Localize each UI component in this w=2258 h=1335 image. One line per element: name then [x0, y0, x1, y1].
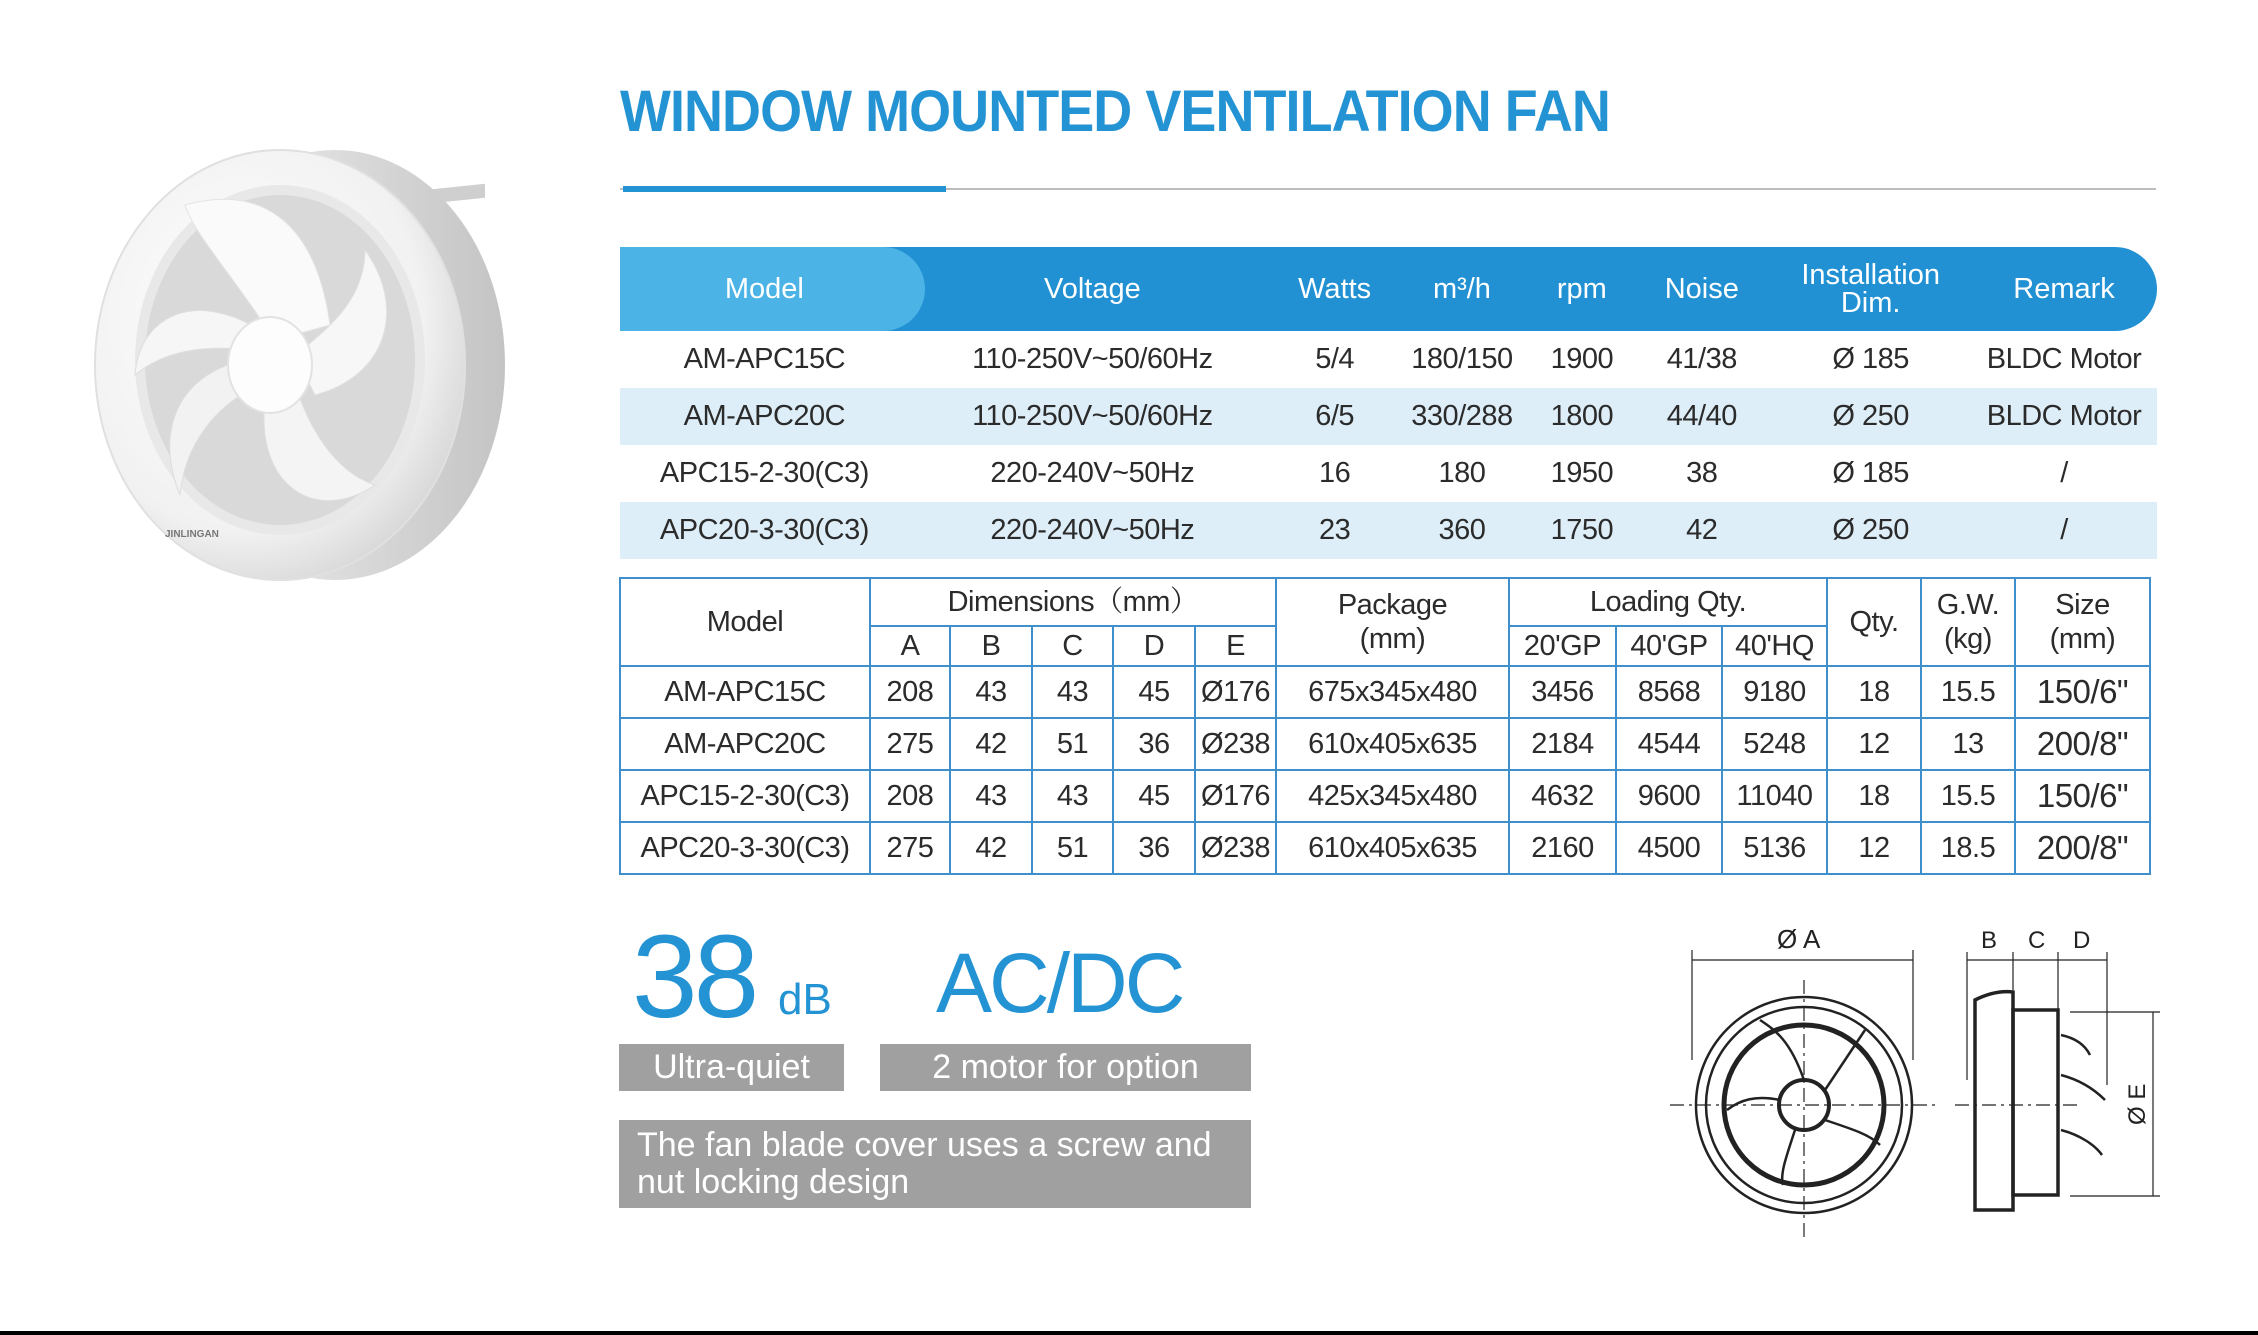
- header-gw-line1: G.W.: [1936, 589, 2000, 621]
- cell-20gp: 4632: [1509, 770, 1616, 822]
- cell-40hq: 9180: [1722, 666, 1827, 718]
- cell-package: 610x405x635: [1276, 822, 1509, 874]
- noise-unit: dB: [778, 975, 832, 1024]
- cell-model: APC15-2-30(C3): [620, 770, 870, 822]
- header-installation-line1: Installation: [1801, 259, 1940, 291]
- cell-e: Ø176: [1195, 770, 1276, 822]
- cell-remark: /: [2060, 457, 2068, 489]
- table-row: [620, 822, 2150, 874]
- spec-table: [620, 247, 2157, 559]
- cell-gw: 13: [1921, 718, 2015, 770]
- header-package-line1: Package: [1337, 589, 1448, 621]
- header-remark: Remark: [2013, 273, 2115, 305]
- locking-design-note: The fan blade cover uses a screw and nut locking design: [619, 1120, 1251, 1208]
- cell-noise: 42: [1686, 514, 1718, 546]
- ultra-quiet-tag: Ultra-quiet: [619, 1044, 844, 1091]
- label-dim-b: B: [1981, 927, 1998, 954]
- header-model: Model: [724, 273, 804, 305]
- header-watts: Watts: [1298, 273, 1372, 305]
- fan-product-icon: [45, 125, 545, 595]
- cell-40hq: 5248: [1722, 718, 1827, 770]
- cell-40gp: 8568: [1616, 666, 1722, 718]
- label-dim-a: Ø A: [1777, 924, 1821, 954]
- cell-remark: BLDC Motor: [1986, 343, 2142, 375]
- noise-value: 38: [632, 911, 756, 1043]
- cell-package: 610x405x635: [1276, 718, 1509, 770]
- cell-40gp: 4500: [1616, 822, 1722, 874]
- cell-airflow: 180/150: [1411, 343, 1513, 375]
- cell-model: AM-APC20C: [683, 400, 846, 432]
- cell-installation: Ø 250: [1832, 400, 1909, 432]
- cell-size: 200/8": [2015, 822, 2150, 874]
- cell-noise: 41/38: [1666, 343, 1737, 375]
- cell-model: APC20-3-30(C3): [659, 514, 869, 546]
- label-dim-c: C: [2028, 927, 2046, 954]
- cell-airflow: 360: [1438, 514, 1486, 546]
- title-divider-accent: [623, 186, 946, 192]
- table-row: [620, 331, 2157, 388]
- cell-40hq: 5136: [1722, 822, 1827, 874]
- table-row: [620, 445, 2157, 502]
- header-size-line1: Size: [2055, 589, 2110, 621]
- fan-dimension-drawing-icon: [1665, 920, 2180, 1240]
- header-dim-b: B: [950, 626, 1032, 666]
- cell-a: 275: [870, 822, 950, 874]
- header-gw-line2: (kg): [1944, 623, 1992, 655]
- header-qty: Qty.: [1827, 578, 1921, 666]
- cell-remark: /: [2060, 514, 2068, 546]
- header-20gp: 20'GP: [1509, 626, 1616, 666]
- brand-mark: JINLINGAN: [165, 529, 219, 540]
- cell-40gp: 9600: [1616, 770, 1722, 822]
- cell-remark: BLDC Motor: [1986, 400, 2142, 432]
- cell-a: 275: [870, 718, 950, 770]
- cell-a: 208: [870, 666, 950, 718]
- header-package-line2: (mm): [1359, 623, 1426, 655]
- cell-watts: 23: [1319, 514, 1351, 546]
- cell-b: 43: [950, 666, 1032, 718]
- cell-qty: 12: [1827, 822, 1921, 874]
- cell-voltage: 110-250V~50/60Hz: [972, 343, 1213, 375]
- header-dim-a: A: [870, 626, 950, 666]
- header-dim-c: C: [1032, 626, 1113, 666]
- table-row: [620, 770, 2150, 822]
- cell-b: 42: [950, 822, 1032, 874]
- cell-b: 42: [950, 718, 1032, 770]
- cell-d: 36: [1113, 822, 1195, 874]
- cell-model: AM-APC20C: [620, 718, 870, 770]
- header-dim-d: D: [1113, 626, 1195, 666]
- cell-c: 51: [1032, 718, 1113, 770]
- table-row: [620, 388, 2157, 445]
- motor-type: AC/DC: [936, 936, 1183, 1030]
- cell-package: 425x345x480: [1276, 770, 1509, 822]
- cell-watts: 16: [1319, 457, 1351, 489]
- header-voltage: Voltage: [1043, 273, 1141, 305]
- cell-d: 45: [1113, 666, 1195, 718]
- label-dim-e: Ø E: [2124, 1083, 2151, 1125]
- cell-40gp: 4544: [1616, 718, 1722, 770]
- cell-d: 36: [1113, 718, 1195, 770]
- header-gross-weight: [1921, 578, 2015, 666]
- cell-b: 43: [950, 770, 1032, 822]
- table-row: [620, 502, 2157, 559]
- cell-20gp: 3456: [1509, 666, 1616, 718]
- header-size-line2: (mm): [2049, 623, 2116, 655]
- cell-noise: 44/40: [1666, 400, 1737, 432]
- cell-c: 51: [1032, 822, 1113, 874]
- cell-rpm: 1750: [1550, 514, 1614, 546]
- cell-installation: Ø 185: [1832, 457, 1909, 489]
- cell-qty: 12: [1827, 718, 1921, 770]
- header-installation-line2: Dim.: [1840, 287, 1901, 319]
- cell-qty: 18: [1827, 666, 1921, 718]
- cell-qty: 18: [1827, 770, 1921, 822]
- cell-voltage: 220-240V~50Hz: [990, 457, 1195, 489]
- page-title: WINDOW MOUNTED VENTILATION FAN: [620, 79, 1610, 144]
- cell-installation: Ø 185: [1832, 343, 1909, 375]
- cell-gw: 18.5: [1921, 822, 2015, 874]
- cell-a: 208: [870, 770, 950, 822]
- header-dimensions: Dimensions（mm）: [870, 578, 1276, 626]
- header-installation: [1770, 247, 1971, 331]
- label-dim-d: D: [2073, 927, 2091, 954]
- cell-20gp: 2184: [1509, 718, 1616, 770]
- cell-gw: 15.5: [1921, 770, 2015, 822]
- cell-gw: 15.5: [1921, 666, 2015, 718]
- cell-size: 150/6": [2015, 666, 2150, 718]
- cell-model: AM-APC15C: [683, 343, 846, 375]
- cell-installation: Ø 250: [1832, 514, 1909, 546]
- header-package: [1276, 578, 1509, 666]
- cell-size: 200/8": [2015, 718, 2150, 770]
- header-noise: Noise: [1664, 273, 1739, 305]
- cell-model: APC15-2-30(C3): [659, 457, 869, 489]
- cell-airflow: 180: [1438, 457, 1486, 489]
- header-loading-qty: Loading Qty.: [1509, 578, 1827, 626]
- header-size: [2015, 578, 2150, 666]
- cell-voltage: 110-250V~50/60Hz: [972, 400, 1213, 432]
- cell-c: 43: [1032, 666, 1113, 718]
- cell-rpm: 1900: [1550, 343, 1614, 375]
- cell-e: Ø238: [1195, 718, 1276, 770]
- cell-rpm: 1800: [1550, 400, 1614, 432]
- header-model: Model: [620, 578, 870, 666]
- cell-watts: 6/5: [1315, 400, 1355, 432]
- cell-airflow: 330/288: [1411, 400, 1513, 432]
- motor-option-tag: 2 motor for option: [880, 1044, 1251, 1091]
- cell-size: 150/6": [2015, 770, 2150, 822]
- cell-watts: 5/4: [1315, 343, 1355, 375]
- page-bottom-border: [0, 1331, 2258, 1335]
- product-image: [45, 125, 545, 595]
- table-row: [620, 666, 2150, 718]
- cell-rpm: 1950: [1550, 457, 1614, 489]
- cell-d: 45: [1113, 770, 1195, 822]
- header-airflow: m³/h: [1432, 273, 1491, 305]
- cell-noise: 38: [1686, 457, 1718, 489]
- cell-model: APC20-3-30(C3): [620, 822, 870, 874]
- cell-c: 43: [1032, 770, 1113, 822]
- cell-voltage: 220-240V~50Hz: [990, 514, 1195, 546]
- cell-40hq: 11040: [1722, 770, 1827, 822]
- cell-20gp: 2160: [1509, 822, 1616, 874]
- header-rpm: rpm: [1556, 273, 1607, 305]
- table-row: [620, 718, 2150, 770]
- dimension-diagram: [1665, 920, 2180, 1240]
- cell-package: 675x345x480: [1276, 666, 1509, 718]
- spec-table-header: [620, 247, 2157, 331]
- header-dim-e: E: [1195, 626, 1276, 666]
- cell-model: AM-APC15C: [620, 666, 870, 718]
- packing-table: [619, 577, 2151, 875]
- cell-e: Ø238: [1195, 822, 1276, 874]
- header-40gp: 40'GP: [1616, 626, 1722, 666]
- cell-e: Ø176: [1195, 666, 1276, 718]
- header-40hq: 40'HQ: [1722, 626, 1827, 666]
